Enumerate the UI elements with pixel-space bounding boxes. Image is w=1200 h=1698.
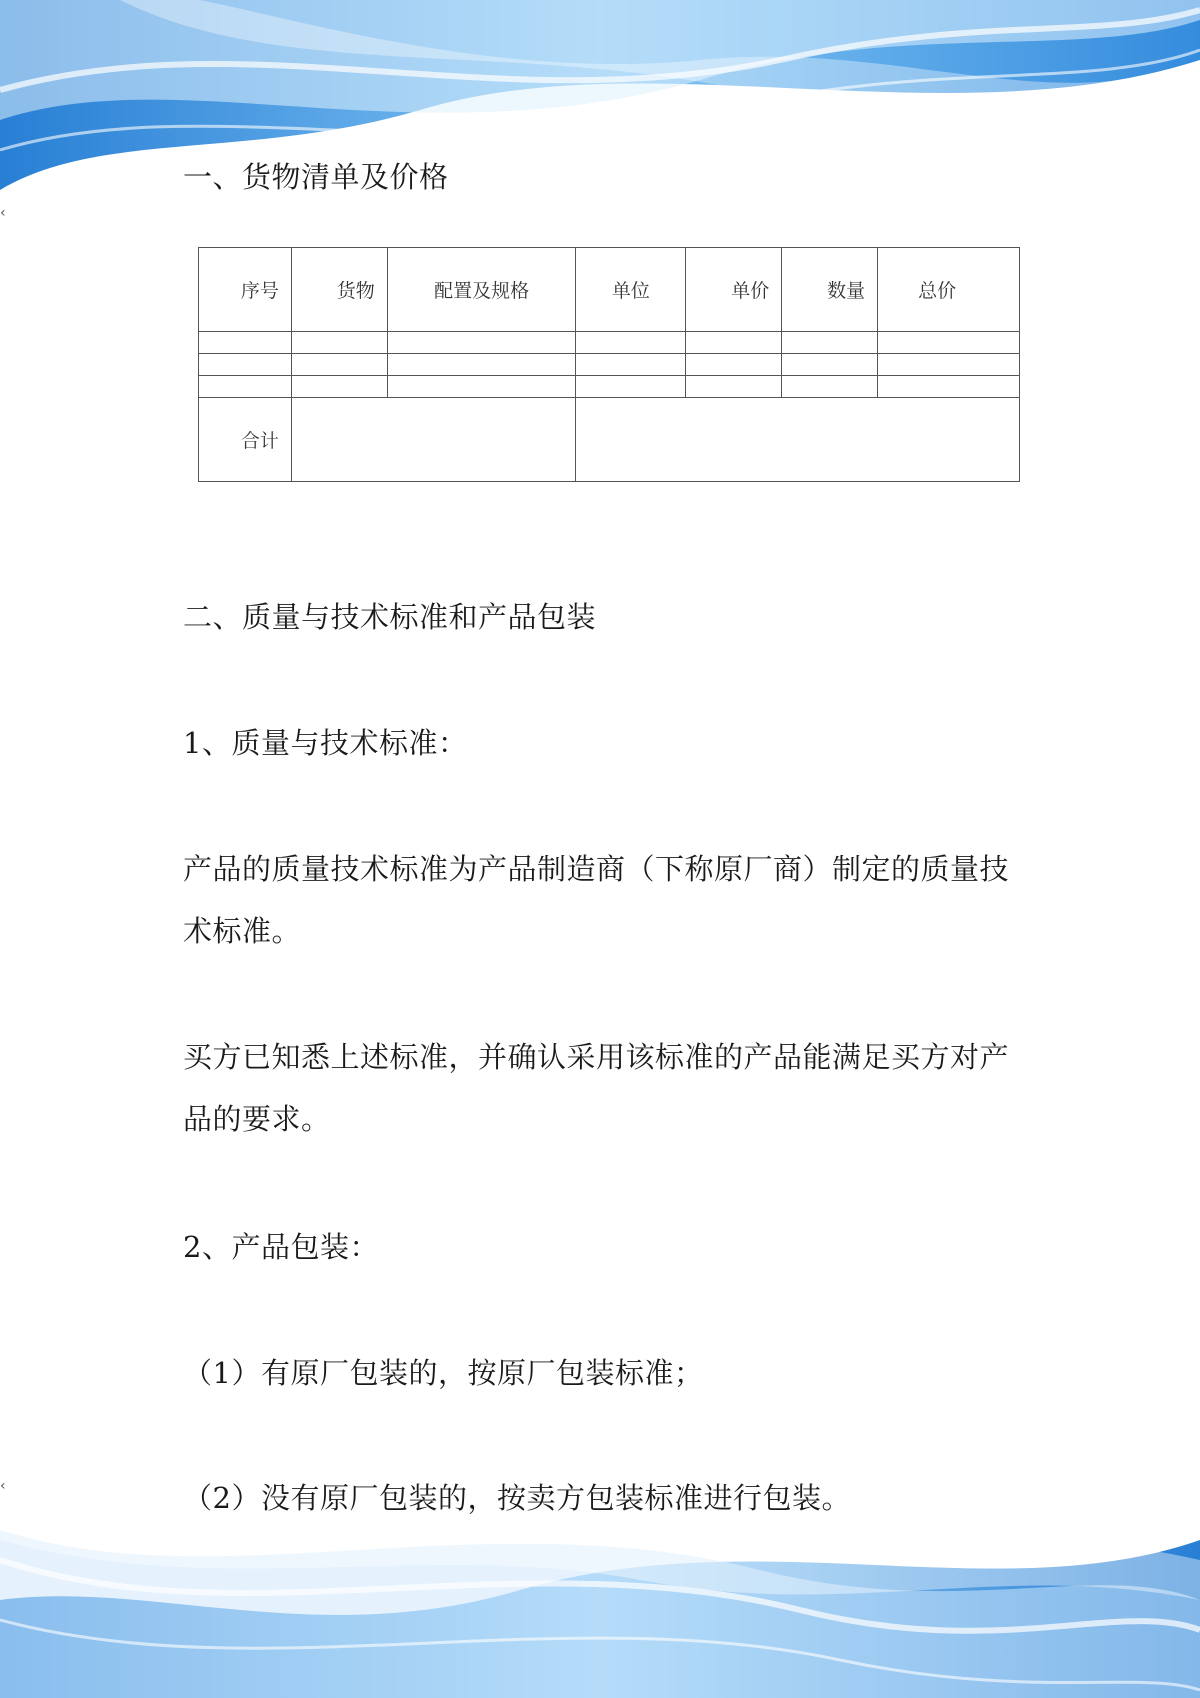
table-cell: [199, 354, 292, 376]
subsection-1-heading: 1、质量与技术标准：: [183, 726, 468, 760]
table-cell: [782, 376, 878, 398]
table-row: [199, 332, 1020, 354]
column-header: 总价: [878, 248, 1020, 332]
column-header: 序号: [199, 248, 292, 332]
table-cell: [878, 332, 1020, 354]
column-header: 配置及规格: [387, 248, 576, 332]
table-cell: [291, 354, 387, 376]
table-cell: [387, 354, 576, 376]
table-cell: [782, 354, 878, 376]
margin-mark: ‹: [0, 205, 6, 221]
total-label: 合计: [199, 398, 292, 482]
section-1-heading: 一、货物清单及价格: [183, 160, 449, 194]
table-cell: [782, 332, 878, 354]
table-cell: [576, 332, 686, 354]
table-cell: [291, 332, 387, 354]
table-cell: [878, 376, 1020, 398]
table-cell: [387, 332, 576, 354]
column-header: 货物: [291, 248, 387, 332]
table-header-row: [199, 248, 1020, 332]
table-cell: [576, 354, 686, 376]
table-cell: [686, 332, 782, 354]
goods-price-table: [198, 247, 1020, 482]
table-row: [199, 354, 1020, 376]
paragraph-quality-standard: 产品的质量技术标准为产品制造商（下称原厂商）制定的质量技术标准。: [183, 852, 1010, 948]
table-cell: [387, 376, 576, 398]
table-total-row: [199, 398, 1020, 482]
table-row: [199, 376, 1020, 398]
column-header: 单价: [686, 248, 782, 332]
packaging-item-2: （2）没有原厂包装的，按卖方包装标准进行包装。: [183, 1481, 851, 1515]
table-cell: [291, 398, 576, 482]
table-cell: [878, 354, 1020, 376]
column-header: 数量: [782, 248, 878, 332]
table-cell: [686, 376, 782, 398]
table-cell: [576, 376, 686, 398]
section-2-heading: 二、质量与技术标准和产品包装: [183, 600, 597, 634]
table-cell: [291, 376, 387, 398]
packaging-item-1: （1）有原厂包装的，按原厂包装标准；: [183, 1356, 704, 1390]
table-cell: [199, 332, 292, 354]
table-cell: [686, 354, 782, 376]
table-cell: [199, 376, 292, 398]
margin-mark: ‹: [0, 1478, 6, 1494]
paragraph-buyer-acknowledgement: 买方已知悉上述标准，并确认采用该标准的产品能满足买方对产品的要求。: [183, 1040, 1010, 1136]
subsection-2-heading: 2、产品包装：: [183, 1230, 379, 1264]
column-header: 单位: [576, 248, 686, 332]
table-cell: [576, 398, 1020, 482]
